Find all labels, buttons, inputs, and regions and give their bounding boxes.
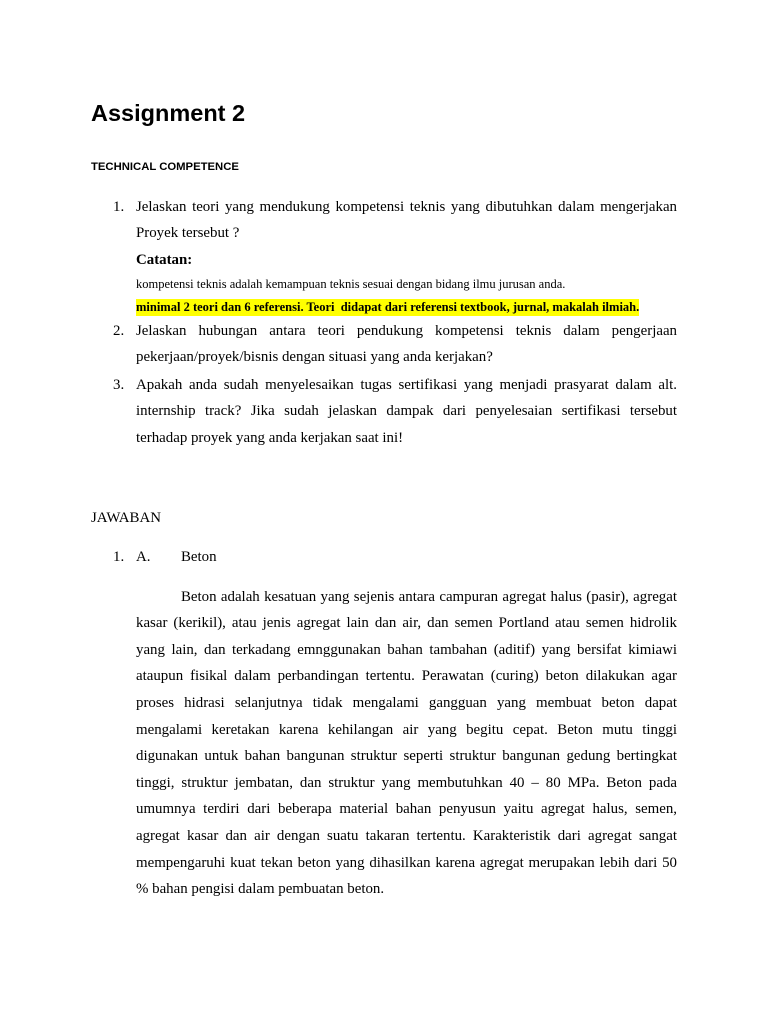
question-number: 2.: [113, 322, 125, 339]
paragraph-line: umumnya terdiri dari beberapa material bahan penyusun yaitu agregat halus, semen,: [136, 801, 677, 818]
question-line: Apakah anda sudah menyelesaikan tugas sertifikasi yang menjadi prasyarat dalam alt.: [136, 376, 677, 393]
question-number: 3.: [113, 376, 125, 393]
section-heading: TECHNICAL COMPETENCE: [91, 161, 239, 173]
paragraph-line: agregat kasar dan air dengan suatu takaran tertentu. Karakteristik dari agregat sangat: [136, 828, 677, 845]
answer-heading: JAWABAN: [91, 509, 161, 526]
paragraph-line: digunakan untuk bahan bangunan struktur seperti struktur bangunan gedung bertingkat: [136, 748, 677, 765]
question-line: Jelaskan teori yang mendukung kompetensi teknis yang dibutuhkan dalam mengerjakan: [136, 198, 677, 215]
question-line: Proyek tersebut ?: [136, 225, 240, 242]
paragraph-line: % bahan pengisi dalam pembuatan beton.: [136, 881, 385, 898]
question-text: [136, 372, 677, 452]
paragraph-line: Beton adalah kesatuan yang sejenis antara campuran agregat halus (pasir), agregat: [181, 588, 677, 605]
paragraph-line: mempengaruhi kuat tekan beton yang dihasilkan karena agregat merupakan lebih dari 50: [136, 854, 677, 871]
question-text: [136, 194, 677, 247]
paragraph-line: ataupun fisikal dalam perbandingan tertentu. Perawatan (curing) beton dilakukan agar: [136, 668, 677, 685]
paragraph-line: proses hidrasi selanjutnya tidak mengalami gangguan yang membuat beton dapat: [136, 695, 677, 712]
paragraph-line: yang lain, dan terkadang emnggunakan bahan tambahan (aditif) yang bersifat kimiawi: [136, 641, 677, 658]
document-title: Assignment 2: [91, 100, 246, 126]
note-text: kompetensi teknis adalah kemampuan teknis sesuai dengan bidang ilmu jurusan anda.: [136, 277, 566, 292]
answer-paragraph: [136, 584, 677, 903]
question-text: [136, 318, 677, 371]
note-highlight-line: [136, 297, 639, 317]
answer-letter: A.: [136, 548, 151, 565]
paragraph-line: tinggi, struktur jembatan, dan struktur yang membutuhkan 40 – 80 MPa. Beton pada: [136, 774, 677, 791]
answer-topic: Beton: [181, 548, 217, 565]
question-line: terhadap proyek yang anda kerjakan saat ini!: [136, 430, 404, 446]
question-line: internship track? Jika sudah jelaskan dampak dari penyelesaian sertifikasi tersebut: [136, 403, 677, 420]
note-label: Catatan:: [136, 251, 193, 268]
question-line: pekerjaan/proyek/bisnis dengan situasi yang anda kerjakan?: [136, 349, 493, 366]
paragraph-line: mengalami keretakan karena kehilangan air yang begitu cepat. Beton mutu tinggi: [136, 721, 677, 738]
question-number: 1.: [113, 198, 125, 215]
answer-subheading: [0, 544, 768, 571]
question-line: Jelaskan hubungan antara teori pendukung kompetensi teknis dalam pengerjaan: [136, 322, 677, 339]
paragraph-line: kasar (kerikil), atau jenis agregat lain dan air, dan semen Portland atau semen hidrolik: [136, 615, 677, 632]
highlighted-note-text: minimal 2 teori dan 6 referensi. Teori didapat dari referensi textbook, jurnal, makalah ilmiah.: [136, 300, 640, 315]
answer-number: 1.: [113, 548, 125, 565]
